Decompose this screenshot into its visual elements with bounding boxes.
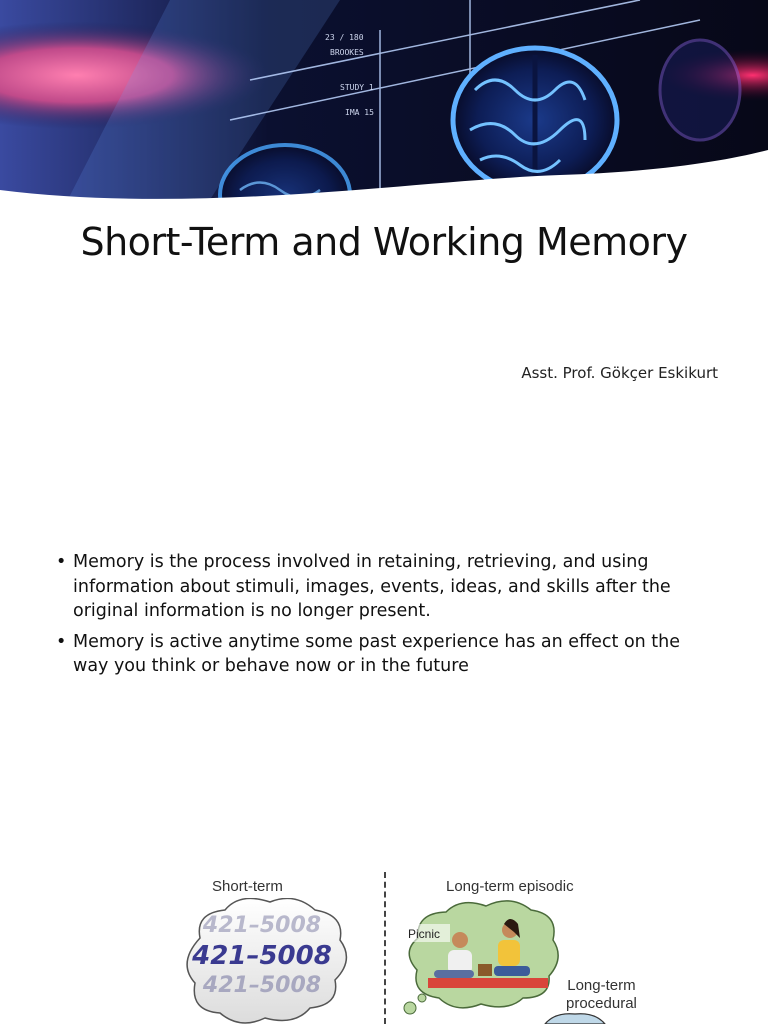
scan-text-2: BROOKES: [330, 48, 364, 57]
scan-text-4: IMA 15: [345, 108, 374, 117]
short-term-cloud-icon: [170, 898, 350, 1024]
figure-divider: [384, 872, 386, 1024]
episodic-cloud-icon: [398, 898, 568, 1024]
bullet-text: Memory is the process involved in retaining, retrieving, and using information about stimuli, images, events, ideas, and skills after the original information is no longer present.: [73, 552, 671, 621]
picnic-label: Picnic: [408, 927, 441, 941]
bullet-text: Memory is active anytime some past experience has an effect on the way you think or behave now or in the future: [73, 631, 681, 676]
bullet-item: [56, 550, 716, 624]
author-name: Asst. Prof. Gökçer Eskikurt: [521, 364, 718, 382]
brain-scan-image: [0, 0, 768, 215]
brain-scan-1: [453, 48, 617, 192]
number-faded-top: 421–5008: [202, 913, 322, 938]
bullet-icon: •: [56, 552, 67, 572]
slide-title: Short-Term and Working Memory: [80, 220, 688, 264]
number-main: 421–5008: [192, 941, 332, 971]
bullet-icon: •: [56, 631, 67, 652]
scan-text-1: 23 / 180: [325, 33, 364, 42]
short-term-label: Short-term: [212, 878, 283, 895]
procedural-label: [566, 977, 637, 1013]
procedural-cloud-icon: [540, 1012, 610, 1024]
number-faded-bottom: 421–5008: [202, 973, 322, 998]
scan-text-3: STUDY 1: [340, 83, 374, 92]
procedural-label-line1: Long-term: [567, 977, 636, 994]
bullet-list: [56, 550, 716, 685]
bullet-item: [56, 630, 716, 679]
episodic-label: Long-term episodic: [446, 878, 574, 895]
procedural-label-line2: procedural: [566, 995, 637, 1012]
